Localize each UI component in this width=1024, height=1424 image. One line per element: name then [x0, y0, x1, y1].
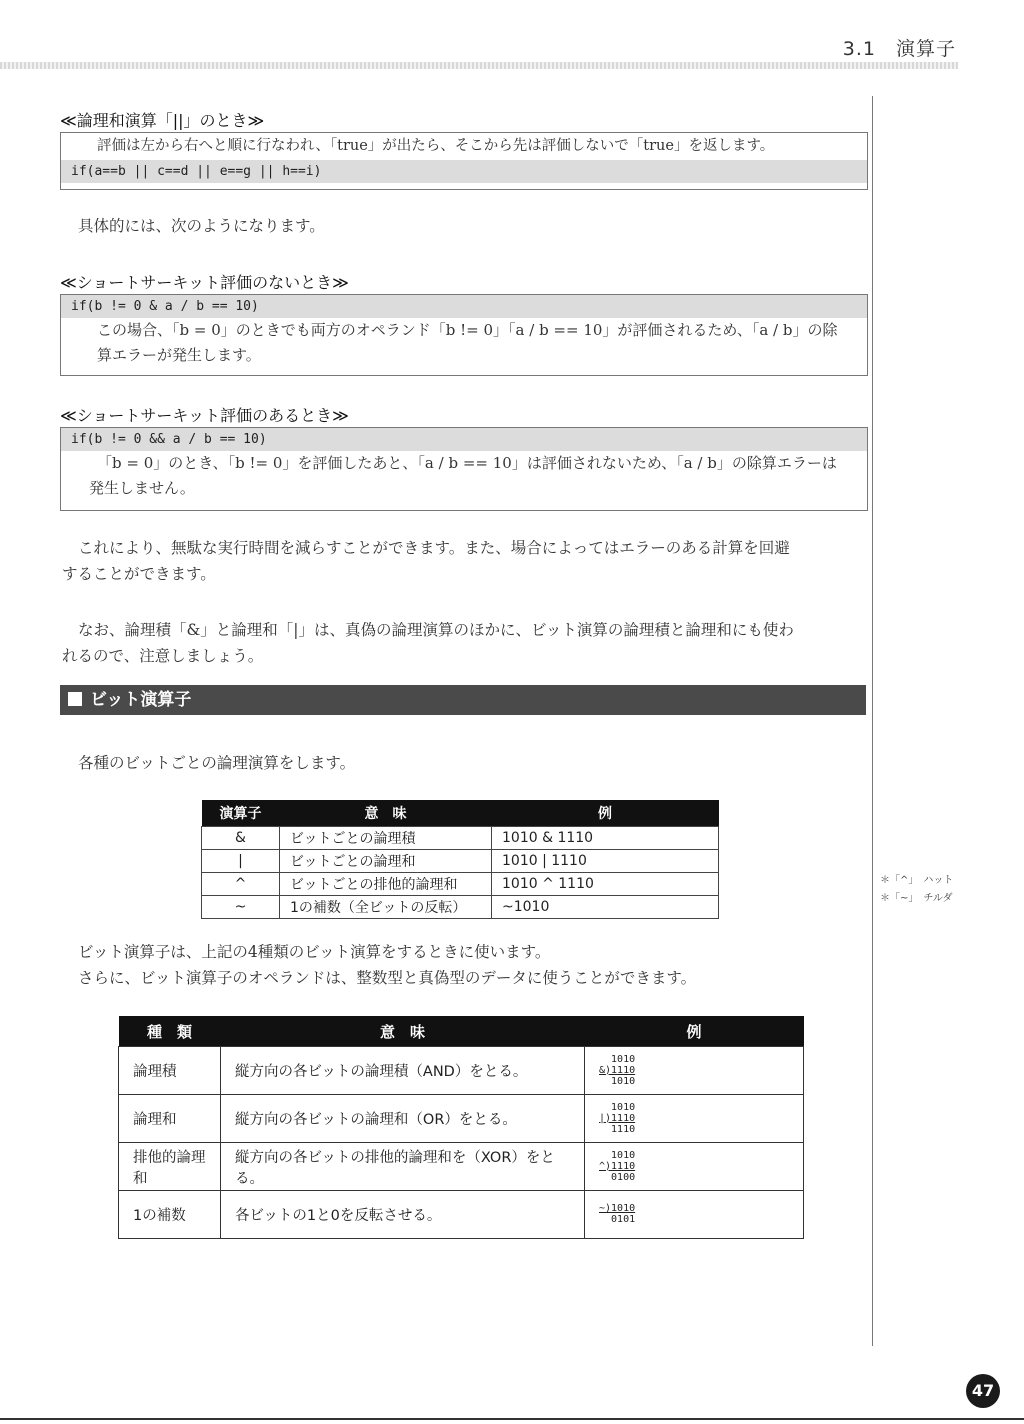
paragraph-1-line1: これにより、無駄な実行時間を減らすことができます。また、場合によってはエラーのある計算を回避 [78, 539, 790, 557]
meaning-cell: 縦方向の各ビットの論理積（AND）をとる。 [221, 1047, 585, 1095]
no-short-code: if(b != 0 & a / b == 10) [61, 295, 867, 318]
header-rule [0, 62, 958, 69]
example-cell [585, 1047, 804, 1095]
kind-cell: 排他的論理和 [119, 1143, 221, 1191]
with-short-box [60, 427, 868, 511]
table-row [119, 1047, 804, 1095]
paragraph-2 [62, 617, 868, 669]
meaning-cell: 各ビットの1と0を反転させる。 [221, 1191, 585, 1239]
example-cell [585, 1143, 804, 1191]
operator-cell: ~ [202, 896, 280, 919]
kind-cell: 1の補数 [119, 1191, 221, 1239]
example-cell: 1010 ^ 1110 [492, 873, 719, 896]
bottom-rule [0, 1418, 1024, 1420]
meaning-cell: ビットごとの論理積 [280, 827, 492, 850]
meaning-cell: ビットごとの論理和 [280, 850, 492, 873]
kind-cell: 論理和 [119, 1095, 221, 1143]
header-example: 例 [585, 1016, 804, 1047]
page-header-title: 3.1 演算子 [842, 38, 956, 60]
bit-intro-text: 各種のビットごとの論理演算をします。 [78, 754, 356, 772]
with-short-code: if(b != 0 && a / b == 10) [61, 428, 867, 451]
with-short-text-1: 「b = 0」のとき、「b != 0」を評価したあと、「a / b == 10」は評価されないため、「a / b」の除算エラーは [97, 454, 837, 472]
paragraph-2-line2: れるので、注意しましょう。 [62, 647, 264, 665]
paragraph-1 [62, 535, 868, 587]
kind-cell: 論理積 [119, 1047, 221, 1095]
no-short-heading: ≪ショートサーキット評価のないとき≫ [60, 273, 349, 292]
paragraph-3-line1: ビット演算子は、上記の4種類のビット演算をするときに使います。 [78, 943, 551, 961]
meaning-cell: 縦方向の各ビットの論理和（OR）をとる。 [221, 1095, 585, 1143]
side-note-hat: ＊「^」 ハット [880, 875, 954, 886]
meaning-cell: ビットごとの排他的論理和 [280, 873, 492, 896]
operator-cell: | [202, 850, 280, 873]
or-section-heading: ≪論理和演算「||」のとき≫ [60, 111, 265, 130]
example-cell: 1010 & 1110 [492, 827, 719, 850]
concrete-text: 具体的には、次のようになります。 [78, 217, 325, 235]
header-example: 例 [492, 800, 719, 827]
example-cell: 1010 | 1110 [492, 850, 719, 873]
square-bullet-icon [68, 692, 82, 706]
header-meaning: 意 味 [280, 800, 492, 827]
example-cell: ~1010 [492, 896, 719, 919]
header-kind: 種 類 [119, 1016, 221, 1047]
with-short-heading: ≪ショートサーキット評価のあるとき≫ [60, 406, 349, 425]
table-row [119, 1191, 804, 1239]
example-cell [585, 1095, 804, 1143]
meaning-cell: 縦方向の各ビットの排他的論理和を（XOR）をとる。 [221, 1143, 585, 1191]
paragraph-2-line1: なお、論理積「&」と論理和「|」は、真偽の論理演算のほかに、ビット演算の論理積と論理和にも使わ [78, 621, 794, 639]
margin-rule [872, 96, 873, 1346]
operator-cell: & [202, 827, 280, 850]
bit-operation-table [118, 1016, 804, 1239]
page-number: 47 [966, 1374, 1000, 1408]
no-short-box [60, 294, 868, 376]
with-short-text-2: 発生しません。 [89, 479, 195, 497]
table-row [202, 827, 719, 850]
no-short-text-2: 算エラーが発生します。 [97, 346, 261, 364]
no-short-text-1: この場合、「b = 0」のときでも両方のオペランド「b != 0」「a / b == 10」が評価されるため、「a / b」の除 [97, 321, 838, 339]
or-code: if(a==b || c==d || e==g || h==i) [61, 160, 867, 183]
table-row [119, 1095, 804, 1143]
table-row [202, 873, 719, 896]
bit-calculation: 1010 &)1110 1010 [599, 1053, 636, 1087]
side-notes [880, 872, 953, 908]
table-row [202, 896, 719, 919]
paragraph-3 [78, 939, 696, 991]
bit-calculation: $\frac{\sim)1010}{0101}$ [599, 1203, 636, 1225]
meaning-cell: 1の補数（全ビットの反転） [280, 896, 492, 919]
paragraph-1-line2: することができます。 [62, 565, 216, 583]
or-description: 評価は左から右へと順に行なわれ、「true」が出たら、そこから先は評価しないで「true」を返します。 [97, 138, 775, 154]
operator-table [201, 800, 719, 919]
header-operator: 演算子 [202, 800, 280, 827]
paragraph-3-line2: さらに、ビット演算子のオペランドは、整数型と真偽型のデータに使うことができます。 [78, 969, 697, 987]
header-meaning: 意 味 [221, 1016, 585, 1047]
bit-calculation: 1010 |)1110 1110 [599, 1101, 636, 1135]
section-title: ビット演算子 [90, 690, 192, 710]
side-note-tilde: ＊「~」 チルダ [880, 893, 953, 904]
table-row [119, 1143, 804, 1191]
operator-table-header [202, 800, 719, 827]
bit-calculation: 1010 ^)1110 0100 [599, 1149, 636, 1183]
section-heading-bar [60, 685, 866, 715]
table-row [202, 850, 719, 873]
example-cell [585, 1191, 804, 1239]
bit-table-header [119, 1016, 804, 1047]
operator-cell: ^ [202, 873, 280, 896]
or-section-box [60, 132, 868, 190]
